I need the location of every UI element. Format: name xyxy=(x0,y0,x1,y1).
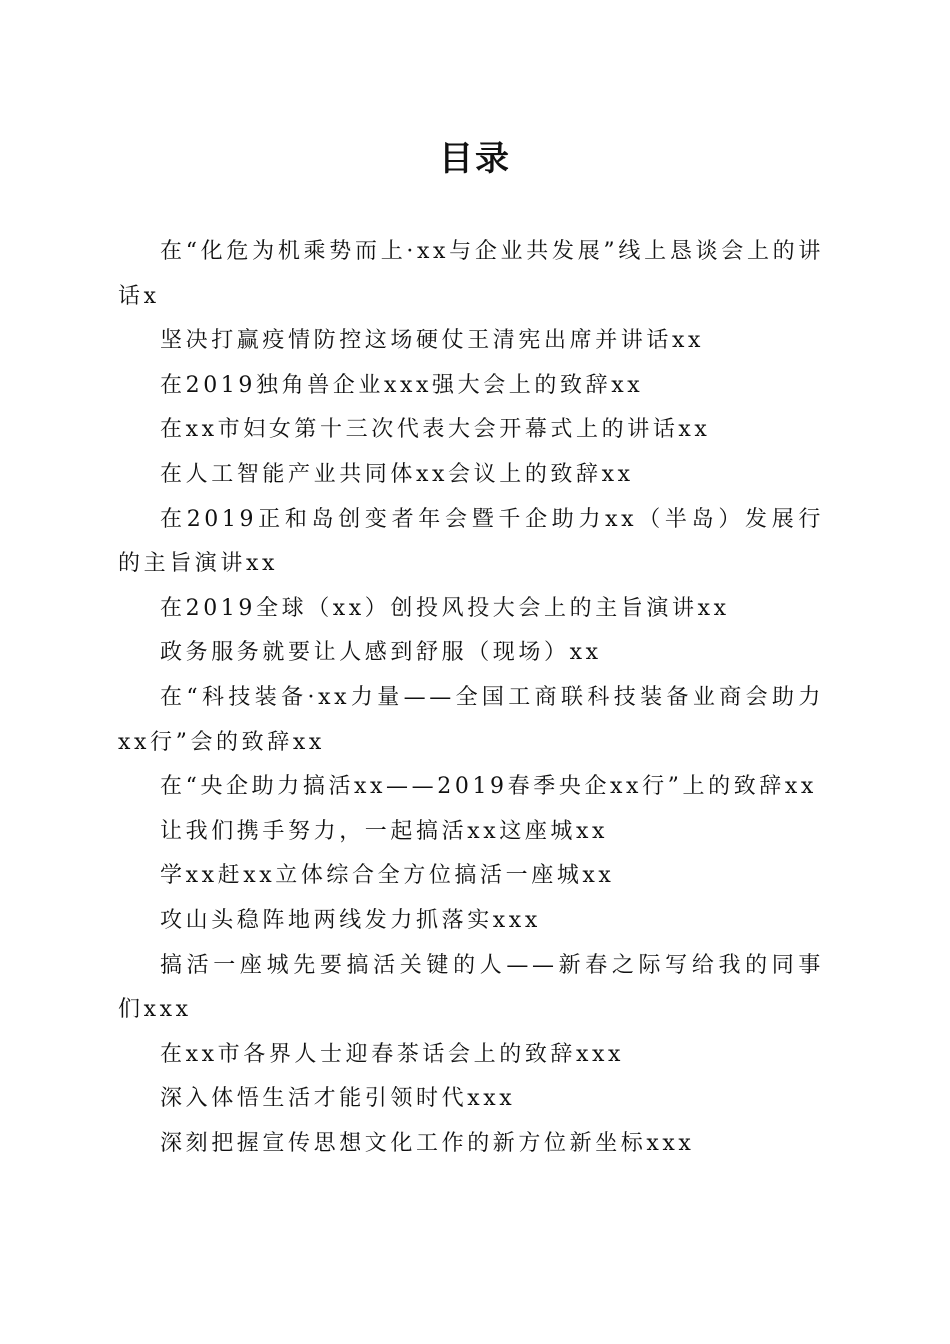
toc-entry: 学xx赶xx立体综合全方位搞活一座城xx xyxy=(160,863,615,889)
toc-entry: 让我们携手努力，一起搞活xx这座城xx xyxy=(160,818,609,844)
page-title: 目录 xyxy=(439,139,511,179)
toc-entry: 在“科技装备·xx力量——全国工商联科技装备业商会助力xx行”会的致辞xx xyxy=(118,684,824,755)
toc-entry: 坚决打赢疫情防控这场硬仗王清宪出席并讲话xx xyxy=(160,328,705,354)
toc-entry: 政务服务就要让人感到舒服（现场）xx xyxy=(160,640,602,666)
toc-entry: 在2019独角兽企业xxx强大会上的致辞xx xyxy=(160,372,644,398)
toc-entry: 在xx市妇女第十三次代表大会开幕式上的讲话xx xyxy=(160,417,711,443)
table-of-contents xyxy=(118,230,824,1166)
toc-entry: 深入体悟生活才能引领时代xxx xyxy=(160,1086,516,1112)
toc-entry: 在人工智能产业共同体xx会议上的致辞xx xyxy=(160,461,634,487)
toc-entry: 搞活一座城先要搞活关键的人——新春之际写给我的同事们xxx xyxy=(118,952,824,1023)
toc-entry: 在“化危为机乘势而上·xx与企业共发展”线上恳谈会上的讲话x xyxy=(118,239,824,309)
toc-entry: 在xx市各界人士迎春茶话会上的致辞xxx xyxy=(160,1041,625,1067)
toc-entry: 在“央企助力搞活xx——2019春季央企xx行”上的致辞xx xyxy=(160,774,817,800)
toc-entry: 攻山头稳阵地两线发力抓落实xxx xyxy=(160,907,541,933)
toc-entry: 深刻把握宣传思想文化工作的新方位新坐标xxx xyxy=(160,1130,695,1156)
toc-entry: 在2019全球（xx）创投风投大会上的主旨演讲xx xyxy=(160,595,730,621)
toc-entry: 在2019正和岛创变者年会暨千企助力xx（半岛）发展行的主旨演讲xx xyxy=(118,506,824,577)
